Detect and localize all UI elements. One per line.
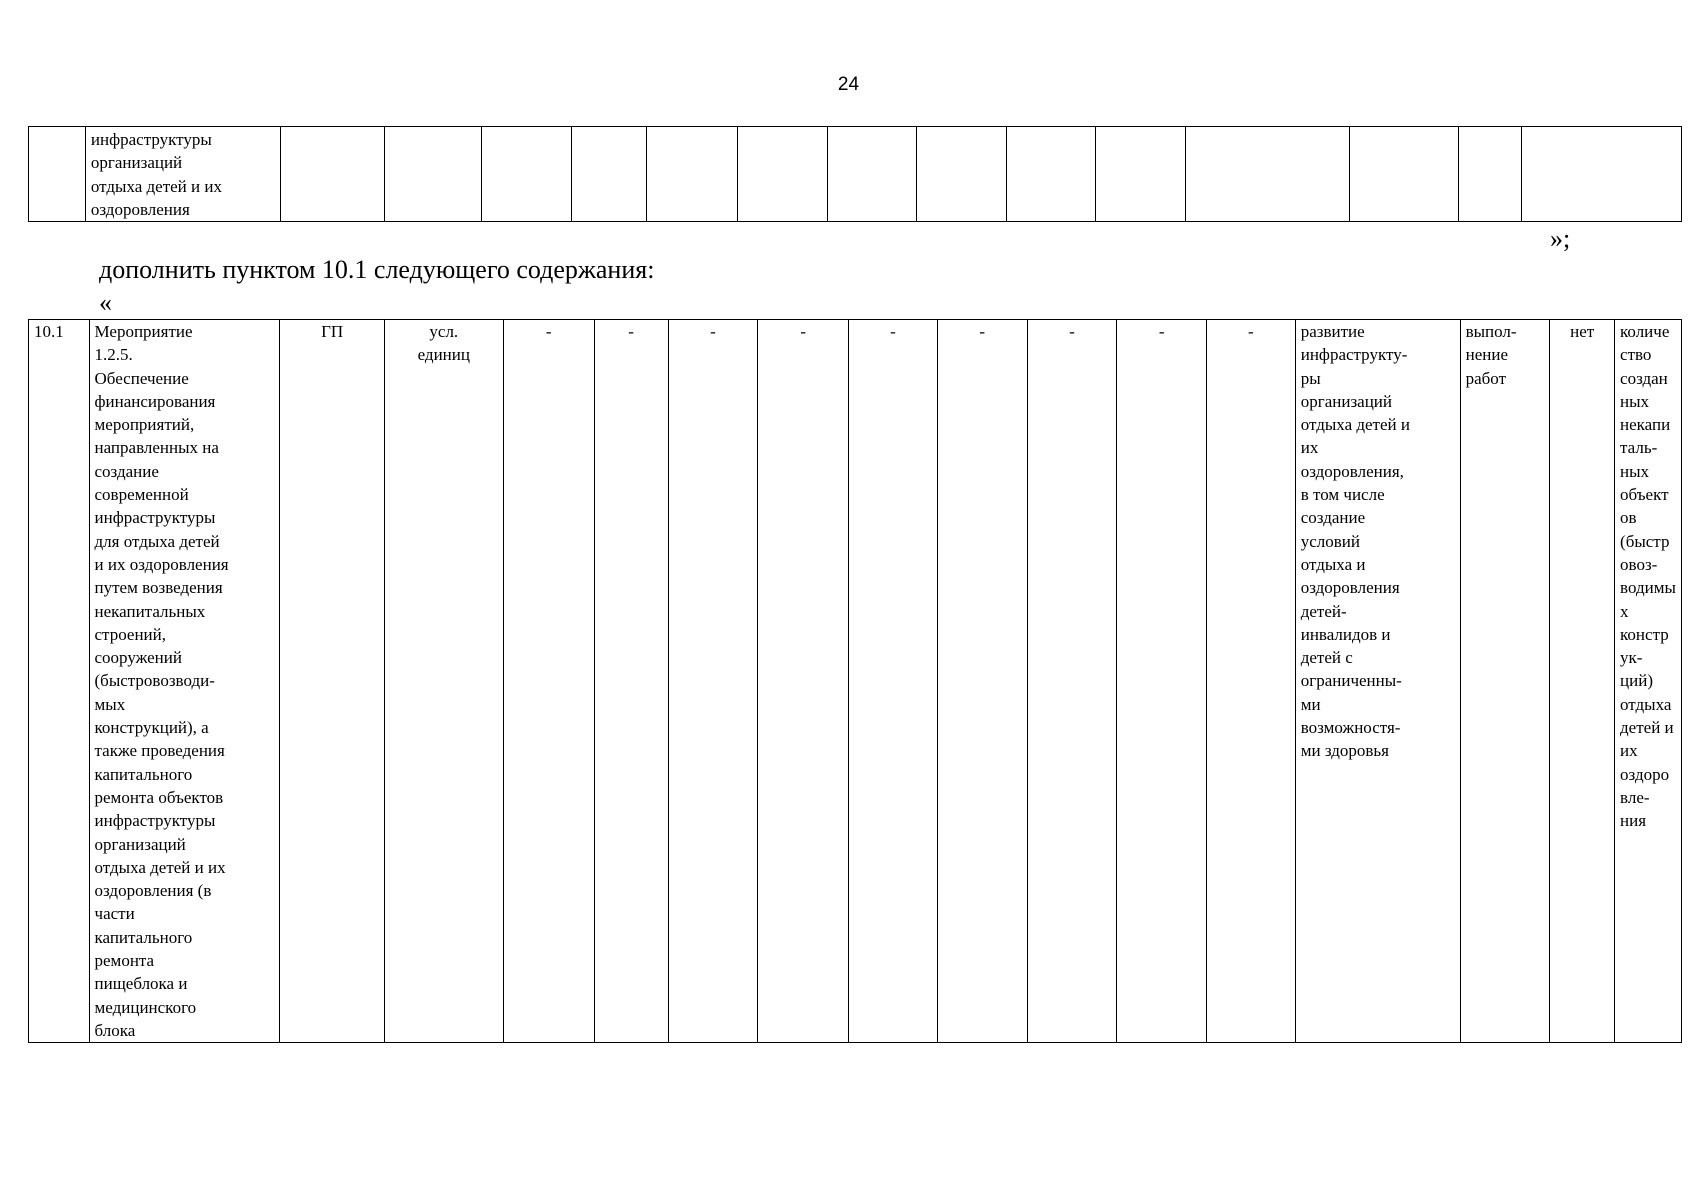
cell-number xyxy=(29,127,86,222)
cell-value: - xyxy=(1207,320,1296,1043)
cell-empty xyxy=(1185,127,1349,222)
cell-value: - xyxy=(937,320,1027,1043)
cell-number: 10.1 xyxy=(29,320,90,1043)
cell-name: Мероприятие 1.2.5. Обеспечение финансирования мероприятий, направленных на создание современной инфраструктуры для отдыха детей и их оздоровления путем возведения некапитальных строений, сооружений (быстровозводи- мых конструкций), а также проведения капитального ремонта объектов инфраструктуры организаций отдыха детей и их оздоровления (в части капитального ремонта пищеблока и медицинского блока xyxy=(89,320,280,1043)
cell-empty xyxy=(385,127,482,222)
instruction-text: дополнить пунктом 10.1 следующего содержания: xyxy=(99,255,655,284)
cell-value: - xyxy=(849,320,938,1043)
closing-quote: »; xyxy=(1550,224,1571,253)
cell-empty xyxy=(1458,127,1521,222)
cell-name: инфраструктуры организаций отдыха детей и их оздоровления xyxy=(85,127,280,222)
cell-value: - xyxy=(594,320,668,1043)
opening-quote: « xyxy=(99,288,112,317)
cell-flag: нет xyxy=(1550,320,1615,1043)
cell-goal: развитие инфраструкту- ры организаций отдыха детей и их оздоровления, в том числе создание условий отдыха и оздоровления детей- инвалидов и детей с ограниченны- ми возможностя- ми здоровья xyxy=(1295,320,1460,1043)
table-row xyxy=(29,127,1682,222)
cell-indicator: количество созданных некапиталь- ных объектов (быстровоз- водимых конструк- ций) отдыха детей и их оздоровле- ния xyxy=(1615,320,1682,1043)
previous-table-fragment xyxy=(28,126,1682,222)
cell-value: - xyxy=(1117,320,1207,1043)
cell-empty xyxy=(917,127,1007,222)
cell-value: - xyxy=(758,320,849,1043)
cell-value: - xyxy=(503,320,594,1043)
new-item-table xyxy=(28,319,1682,1043)
cell-empty xyxy=(1350,127,1459,222)
cell-empty xyxy=(1096,127,1186,222)
cell-empty xyxy=(737,127,827,222)
cell-empty xyxy=(1521,127,1681,222)
cell-empty xyxy=(827,127,917,222)
cell-completion-type: выпол- нение работ xyxy=(1460,320,1550,1043)
cell-empty xyxy=(280,127,384,222)
cell-empty xyxy=(1006,127,1096,222)
cell-executor: ГП xyxy=(280,320,384,1043)
cell-empty xyxy=(647,127,738,222)
cell-unit: усл. единиц xyxy=(384,320,503,1043)
cell-empty xyxy=(482,127,572,222)
cell-value: - xyxy=(1027,320,1117,1043)
table-row xyxy=(29,320,1682,1043)
cell-value: - xyxy=(668,320,758,1043)
page-number: 24 xyxy=(837,74,860,95)
cell-empty xyxy=(571,127,647,222)
